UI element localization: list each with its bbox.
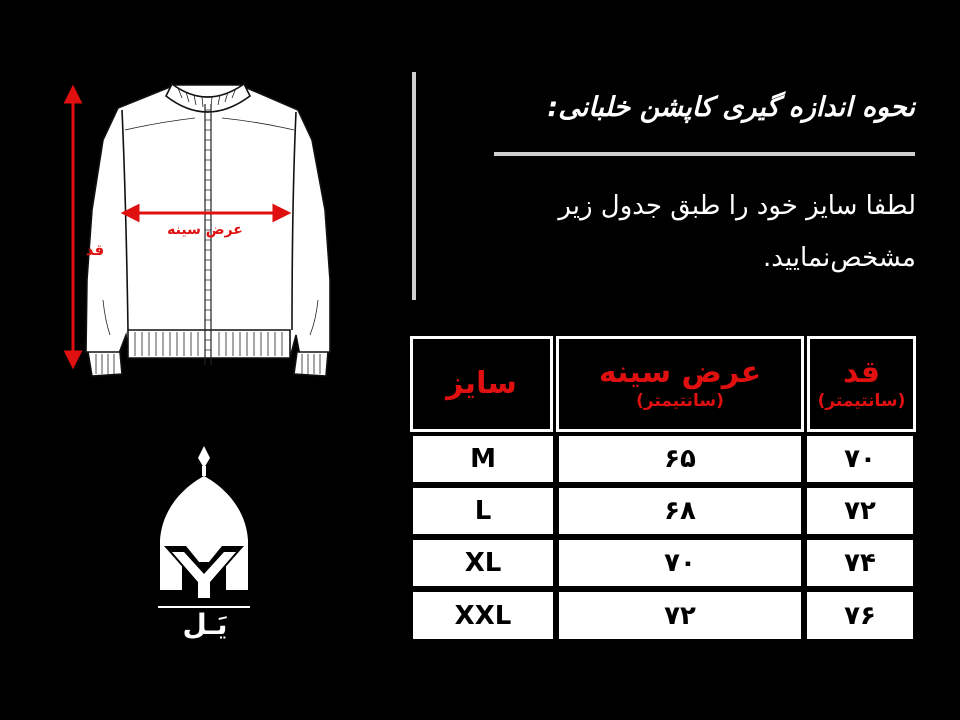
- table-cell-size: L: [413, 488, 553, 534]
- header-chest-label: عرض سینه: [598, 355, 762, 390]
- table-cell-size: XL: [413, 540, 553, 586]
- table-cell-size: XXL: [413, 592, 553, 639]
- table-cell-height: ۷۴: [807, 540, 913, 586]
- logo-text: یَـل: [182, 608, 228, 641]
- height-label: قد: [85, 241, 105, 259]
- table-cell-height: ۷۰: [807, 436, 913, 482]
- chest-width-label: عرض سینه: [167, 222, 243, 238]
- header-height-label: قد: [843, 355, 880, 390]
- table-cell-height: ۷۲: [807, 488, 913, 534]
- vertical-divider: [412, 72, 416, 300]
- table-cell-chest: ۶۸: [559, 488, 801, 534]
- header-size: [410, 336, 553, 432]
- header-chest-unit: (سانتیمتر): [636, 391, 724, 411]
- header-height-unit: (سانتیمتر): [817, 391, 906, 411]
- table-cell-chest: ۷۰: [559, 540, 801, 586]
- table-cell-size: M: [413, 436, 553, 482]
- table-cell-chest: ۶۵: [559, 436, 801, 482]
- jacket-diagram: [60, 70, 340, 380]
- instructions-text: لطفا سایز خود را طبق جدول زیر مشخص‌نمایید.: [558, 191, 916, 273]
- header-chest: [556, 336, 804, 432]
- header-size-label: سایز: [446, 366, 517, 401]
- table-cell-chest: ۷۲: [559, 592, 801, 639]
- size-table: [410, 336, 916, 642]
- table-cell-height: ۷۶: [807, 592, 913, 639]
- page-title: نحوه اندازه گیری کاپشن خلبانی:: [547, 92, 915, 123]
- title-underline: [494, 152, 915, 156]
- header-height: [807, 336, 916, 432]
